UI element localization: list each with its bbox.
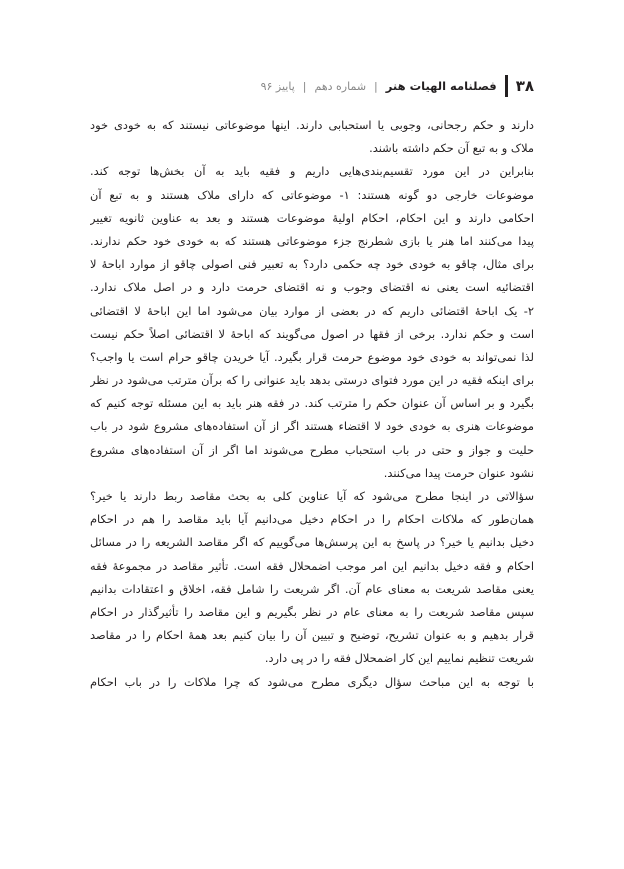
text-line: ۲- یک اباحهٔ اقتضائی داریم که در بعضی از موارد بیان می‌شود اما این اباحهٔ لا اقتضائی — [90, 303, 534, 318]
text-line: احکام و فقه دخیل بدانیم این امر موجب اضمحلال فقه است. تأثیر مقاصد در مجموعهٔ فقه — [90, 558, 534, 573]
journal-title: فصلنامه الهیات هنر — [385, 79, 497, 93]
text-line: لذا نمی‌تواند به خودی خود موضوع حرمت قرار بگیرد. آیا خریدن چاقو حرام است یا واجب؟ — [90, 349, 534, 364]
body-text — [90, 114, 534, 694]
header-separator: | — [374, 79, 378, 93]
text-line: همان‌طور که ملاکات احکام را در احکام دخیل می‌دانیم آیا باید مقاصد را هم در احکام — [90, 512, 534, 527]
text-line: است و حکم ندارد. برخی از فقها در اصول می‌گویند که اباحهٔ لا اقتضائی اصلاً حکم نیست — [90, 326, 534, 341]
text-line: موضوعات هنری به خودی خود لا اقتضاء هستند اگر از آن استفاده‌های مشروع شود در باب — [90, 419, 534, 434]
text-line: ملاک و به تبع آن حکم داشته باشند. — [369, 141, 534, 156]
text-line: برای مثال، چاقو به خودی خود چه حکمی دارد؟ به تعبیر فنی اصولی چاقو از موارد اباحهٔ لا — [90, 257, 534, 272]
text-line: قرار بدهیم و به عنوان تشریح، توضیح و تبیین آن را بیان کنیم بعد همهٔ احکام را در مقاصد — [90, 628, 534, 643]
text-line: نشود عنوان حرمت پیدا می‌کنند. — [383, 465, 534, 480]
text-line: احکامی دارند و این احکام، احکام اولیهٔ موضوعات هستند و بعد به عناوین ثانویه تغییر — [90, 210, 534, 225]
text-line: دارند و حکم رجحانی، وجوبی یا استحبابی دارند. اینها موضوعاتی نیستند که به خودی خود — [90, 118, 534, 132]
text-line: سؤالاتی در اینجا مطرح می‌شود که آیا عناوین کلی به بحث مقاصد ربط دارند یا خیر؟ — [90, 489, 534, 503]
text-line: یعنی مقاصد شریعت به معنای عام آن. اگر شریعت را شامل فقه، اخلاق و اعتقادات بدانیم — [90, 581, 534, 596]
text-line: بگیرد و بر اساس آن عنوان حکم را مترتب کند. در فقه هنر باید به این مسئله توجه کنیم که — [90, 396, 534, 411]
text-line: موضوعات خارجی دو گونه هستند: ۱- موضوعاتی که دارای ملاک هستند و به تبع آن — [90, 187, 534, 202]
text-line: برای اینکه فقیه در این مورد فتوای درستی بدهد باید عنوانی را که برآن مترتب می‌شود در نظر — [90, 373, 534, 388]
text-line: سپس مقاصد شریعت را به معنای عام در نظر بگیریم و این مقاصد را تأثیرگذار در احکام — [90, 604, 534, 619]
header-divider — [505, 75, 508, 97]
text-line: بنابراین در این مورد تقسیم‌بندی‌هایی داریم و فقیه باید به آن بخش‌ها توجه کند. — [90, 164, 534, 179]
page-number: ۳۸ — [515, 77, 534, 95]
text-line: حلیت و جواز و حتی در باب استحباب مطرح می‌شوند اما اگر از آن استفاده‌های مشروع — [90, 442, 534, 457]
text-line: اقتضائیه است یعنی نه اقتضای وجوب و نه اقتضای حرمت دارد و در اصل ملاک ندارد. — [90, 280, 534, 295]
text-line: شریعت تنظیم نماییم این کار اضمحلال فقه را در پی دارد. — [264, 651, 534, 666]
text-line: دخیل بدانیم یا خیر؟ در پاسخ به این پرسش‌ها می‌گوییم که اگر مقاصد الشریعه را در مسائل — [90, 535, 534, 550]
header-separator: | — [302, 79, 307, 93]
text-line: با توجه به این مباحث سؤال دیگری مطرح می‌شود که چرا ملاکات را در باب احکام — [90, 674, 534, 689]
season-label: پاییز ۹۶ — [260, 79, 295, 93]
issue-label: شماره دهم — [314, 79, 367, 93]
running-header — [90, 74, 534, 98]
text-line: پیدا می‌کنند اما هنر یا بازی شطرنج جزء موضوعاتی هستند که به خودی خود حکم ندارند. — [90, 233, 534, 248]
